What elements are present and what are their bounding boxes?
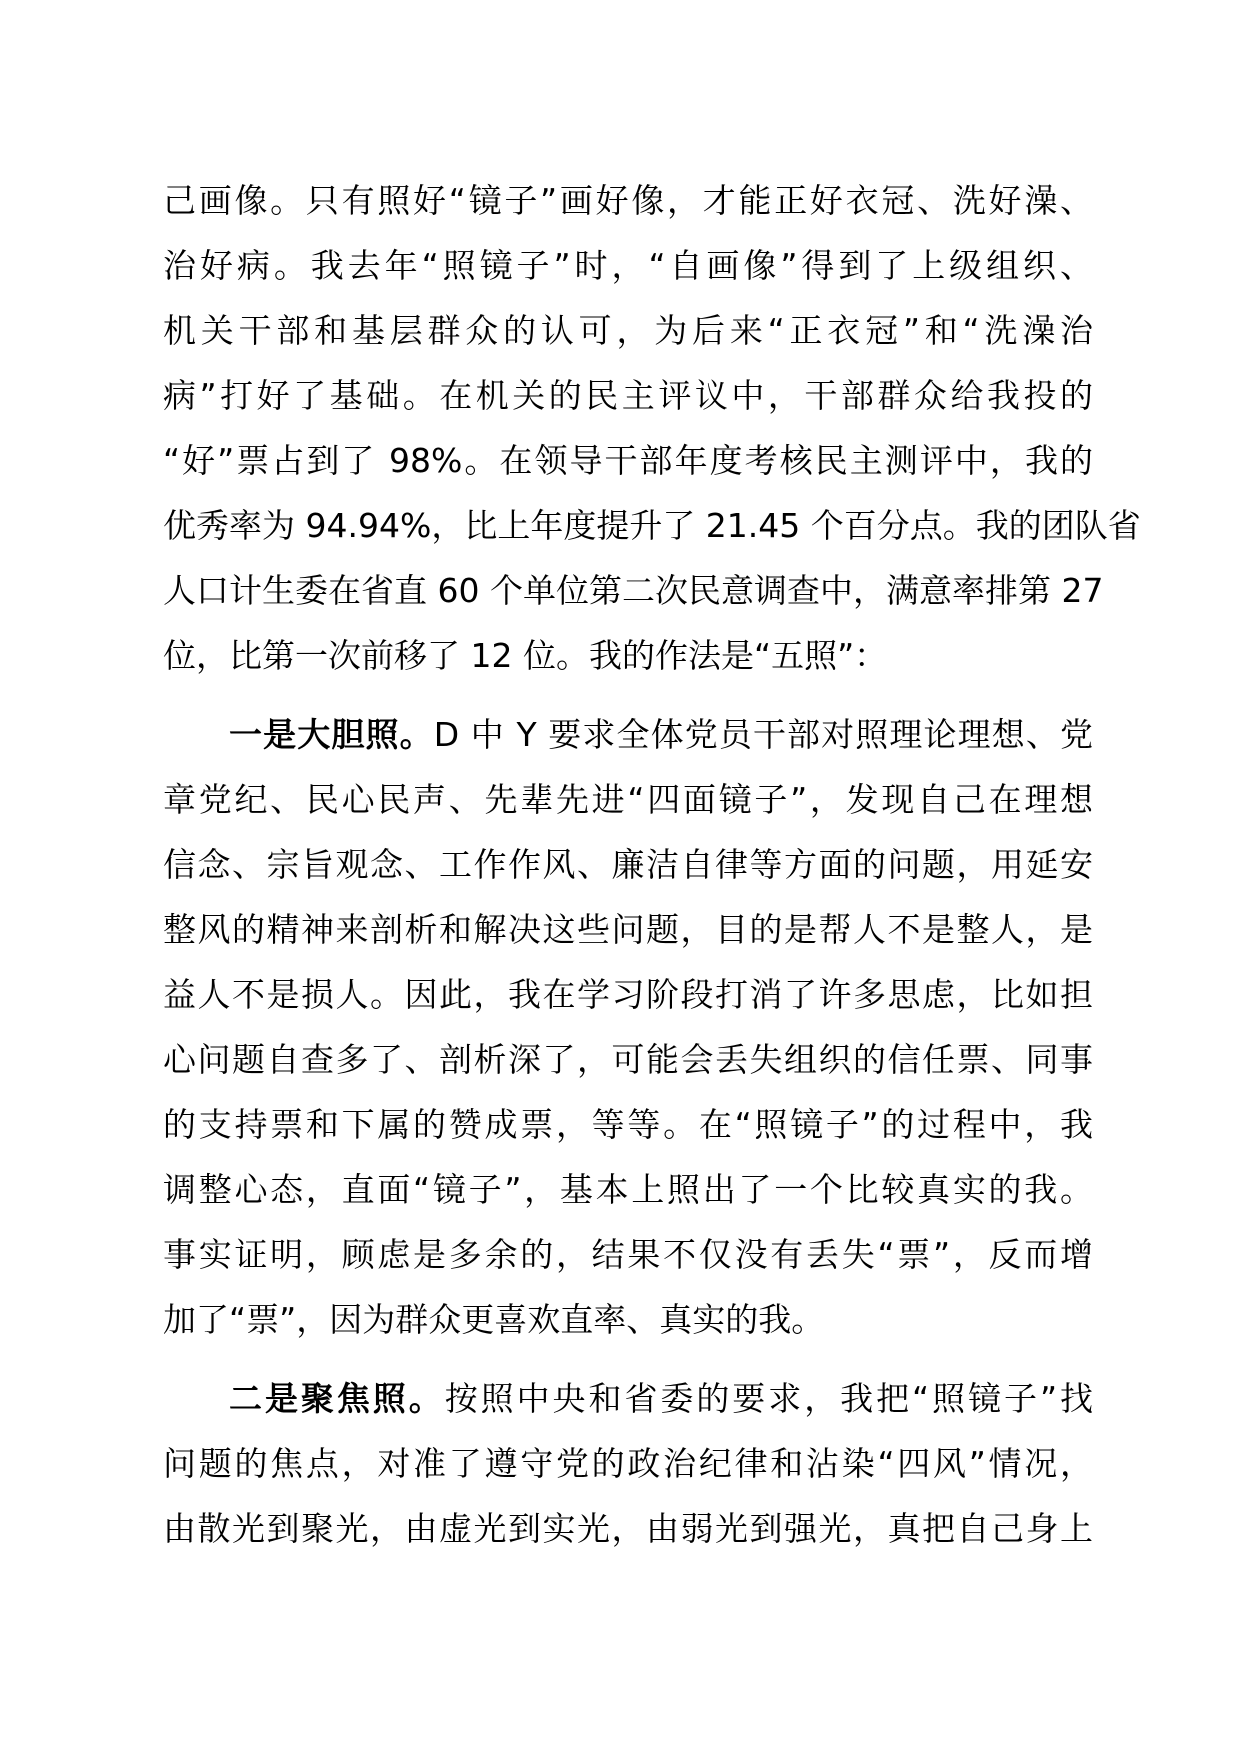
text-line: 调整心态，直面“镜子”，基本上照出了一个比较真实的我。 <box>163 1170 1093 1209</box>
text-line: 己画像。只有照好“镜子”画好像，才能正好衣冠、洗好澡、 <box>163 181 1093 220</box>
text-line: 人口计生委在省直 60 个单位第二次民意调查中，满意率排第 27 <box>163 571 1104 610</box>
text-line: 优秀率为 94.94%，比上年度提升了 21.45 个百分点。我的团队省 <box>163 506 1141 545</box>
paragraph-lead-heading: 一是大胆照。 <box>229 715 434 754</box>
text-run: 按照中央和省委的要求，我把“照镜子”找 <box>444 1379 1093 1418</box>
text-line <box>163 1366 1093 1431</box>
text-line: 位，比第一次前移了 12 位。我的作法是“五照”： <box>163 636 888 675</box>
text-line: 的支持票和下属的赞成票，等等。在“照镜子”的过程中，我 <box>163 1105 1093 1144</box>
text-line: 心问题自查多了、剖析深了，可能会丢失组织的信任票、同事 <box>163 1040 1093 1079</box>
paragraph-3 <box>163 1366 1093 1561</box>
text-line: 加了“票”，因为群众更喜欢直率、真实的我。 <box>163 1300 825 1339</box>
text-line <box>163 702 1093 767</box>
text-line: 信念、宗旨观念、工作作风、廉洁自律等方面的问题，用延安 <box>163 845 1093 884</box>
text-line: 治好病。我去年“照镜子”时，“自画像”得到了上级组织、 <box>163 246 1093 285</box>
text-line: 问题的焦点，对准了遵守党的政治纪律和沾染“四风”情况， <box>163 1444 1093 1483</box>
document-body <box>163 168 1141 1561</box>
text-line: 整风的精神来剖析和解决这些问题，目的是帮人不是整人，是 <box>163 910 1093 949</box>
text-line: 由散光到聚光，由虚光到实光，由弱光到强光，真把自己身上 <box>163 1509 1093 1548</box>
text-line: “好”票占到了 98%。在领导干部年度考核民主测评中，我的 <box>163 441 1093 480</box>
text-line: 益人不是损人。因此，我在学习阶段打消了许多思虑，比如担 <box>163 975 1093 1014</box>
text-line: 机关干部和基层群众的认可，为后来“正衣冠”和“洗澡治 <box>163 311 1093 350</box>
paragraph-2 <box>163 702 1093 1352</box>
paragraph-lead-heading: 二是聚焦照。 <box>229 1379 445 1418</box>
text-run: D 中 Y 要求全体党员干部对照理论理想、党 <box>433 715 1094 754</box>
paragraph-gap <box>163 688 1093 702</box>
paragraph-1 <box>163 168 1141 688</box>
text-line: 病”打好了基础。在机关的民主评议中，干部群众给我投的 <box>163 376 1093 415</box>
text-line: 章党纪、民心民声、先辈先进“四面镜子”，发现自己在理想 <box>163 780 1093 819</box>
paragraph-gap <box>163 1352 1093 1366</box>
text-line: 事实证明，顾虑是多余的，结果不仅没有丢失“票”，反而增 <box>163 1235 1093 1274</box>
